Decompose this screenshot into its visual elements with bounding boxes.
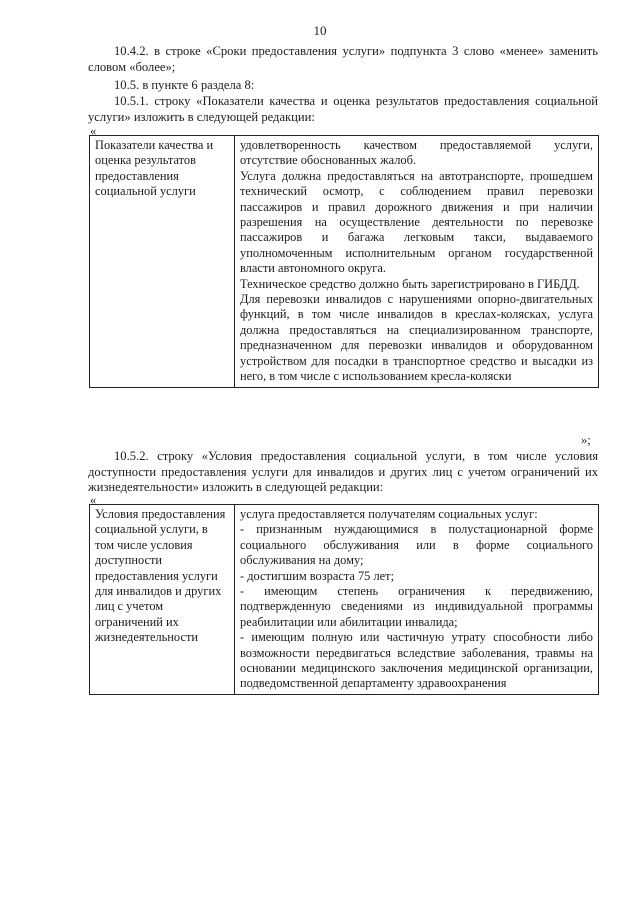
close-quote-1: »; (581, 433, 591, 447)
table1-line-2: Услуга должна предоставляться на автотранспорте, прошедшем технический осмотр, с соблюдением правил перевозки пассажиров и правил дорожного движения и при наличии разрешения на осуществление деятельности по перевозке пассажиров и багажа легковым такси, выдаваемого уполномоченным исполнительным органом государственной власти автономного округа. (240, 168, 593, 276)
table2-line-4: - имеющим степень ограничения к передвижению, подтвержденную сведениями из индивидуальной программы реабилитации или абилитации инвалида; (240, 584, 593, 629)
open-quote-1: « (90, 124, 97, 138)
table2-right-cell (235, 505, 599, 695)
table1-right-cell (235, 136, 599, 388)
paragraph-10-4-2: 10.4.2. в строке «Сроки предоставления услуги» подпункта 3 слово «менее» заменить словом «более»; (88, 44, 598, 74)
table2-line-2: - признанным нуждающимися в полустационарной форме социального обслуживания или в форме социального обслуживания на дому; (240, 522, 593, 568)
table2-line-5: - имеющим полную или частичную утрату способности либо возможности передвигаться вследствие заболевания, травмы на основании медицинского заключения медицинской организации, подведомственной департаменту здравоохранения (240, 630, 593, 691)
table1-line-1: удовлетворенность качеством предоставляемой услуги, отсутствие обоснованных жалоб. (240, 138, 593, 168)
table2-line-1: услуга предоставляется получателям социальных услуг: (240, 507, 538, 521)
table1-line-4: Для перевозки инвалидов с нарушениями опорно-двигательных функций, в том числе инвалидов в креслах-колясках, услуга должна предоставляться на специализированном транспорте, предназначенном для перевозки инвалидов и оборудованном устройством для посадки в транспортное средство и высадки из него, в том числе с использованием кресла-коляски (240, 292, 593, 384)
table-service-conditions (89, 504, 599, 695)
table2-line-3: - достигшим возраста 75 лет; (240, 568, 395, 583)
paragraph-10-5-1: 10.5.1. строку «Показатели качества и оценка результатов предоставления социальной услуги» изложить в следующей редакции: (88, 94, 598, 124)
open-quote-2: « (90, 493, 97, 507)
table-quality-indicators (89, 135, 599, 388)
paragraph-10-5: 10.5. в пункте 6 раздела 8: (114, 78, 255, 92)
page-number: 10 (313, 23, 327, 38)
table1-line-3: Техническое средство должно быть зарегистрировано в ГИБДД. (240, 276, 580, 291)
table2-left-cell: Условия предоставления социальной услуги, в том числе условия доступности предоставления услуги для инвалидов и других лиц с учетом ограничений их жизнедеятельности (90, 505, 235, 695)
table1-left-cell: Показатели качества и оценка результатов предоставления социальной услуги (90, 136, 235, 388)
paragraph-10-5-2: 10.5.2. строку «Условия предоставления социальной услуги, в том числе условия доступности предоставления услуги для инвалидов и других лиц с учетом ограничений их жизнедеятельности» изложить в следующей редакции: (88, 449, 598, 494)
